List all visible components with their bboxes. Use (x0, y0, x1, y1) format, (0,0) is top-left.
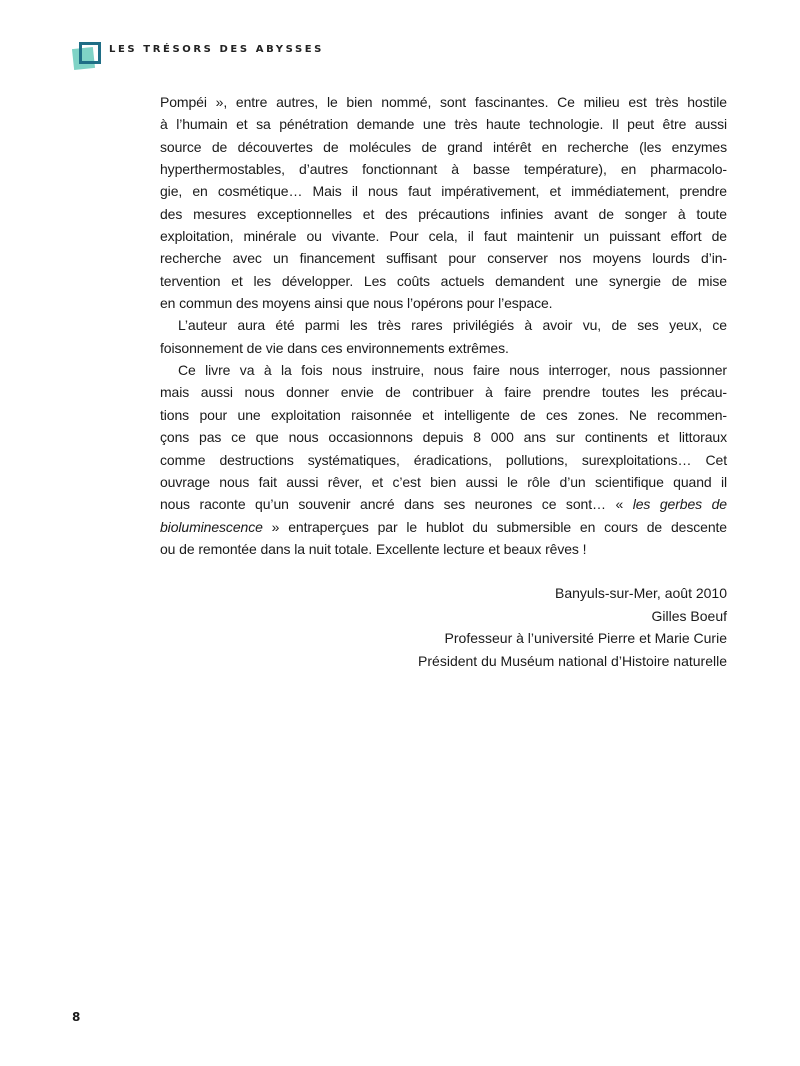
page-number: 8 (72, 1010, 81, 1024)
text-line: tions pour une exploitation raisonnée et intelligente de ces zones. Ne recommen- (160, 406, 727, 423)
italic-quote: les gerbes de (632, 496, 727, 513)
text-line: comme destructions systématiques, éradications, pollutions, surexploitations… Cet (160, 451, 727, 468)
text-line: des mesures exceptionnelles et des précautions infinies avant de songer à toute (160, 205, 727, 222)
signature-place-date: Banyuls-sur-Mer, août 2010 (555, 585, 727, 602)
text-line: çons pas ce que nous occasionnons depuis 8 000 ans sur continents et littoraux (160, 429, 727, 446)
text-line: Ce livre va à la fois nous instruire, nous faire nous interroger, nous passionner (178, 362, 727, 379)
signature-name: Gilles Boeuf (651, 607, 727, 624)
text-line: L’auteur aura été parmi les très rares privilégiés à avoir vu, de ses yeux, ce (178, 317, 727, 334)
signature-block (160, 582, 727, 672)
text-line: recherche avec un financement suffisant pour conserver nos moyens lourds d’in- (160, 250, 727, 267)
italic-quote: bioluminescence (160, 518, 263, 535)
text-line: mais aussi nous donner envie de contribuer à faire prendre toutes les précau- (160, 384, 727, 401)
text-line (160, 516, 727, 538)
paragraph-1 (160, 91, 727, 314)
text-line: Pompéi », entre autres, le bien nommé, sont fascinantes. Ce milieu est très hostile (160, 94, 727, 110)
text-run: » entraperçues par le hublot du submersible en cours de descente (271, 518, 727, 535)
text-line: tervention et les développer. Les coûts actuels demandent une synergie de mise (160, 272, 727, 289)
text-line: à l’humain et sa pénétration demande une très haute technologie. Il peut être aussi (160, 116, 727, 133)
text-line: foisonnement de vie dans ces environnements extrêmes. (160, 339, 509, 356)
text-line: source de découvertes de molécules de grand intérêt en recherche (les enzymes (160, 138, 727, 155)
text-line: en commun des moyens ainsi que nous l’opérons pour l’espace. (160, 295, 553, 312)
text-line: hyperthermostables, d’autres fonctionnant à basse température), en pharmacolo- (160, 161, 727, 178)
page-content (160, 91, 727, 673)
signature-title: Président du Muséum national d’Histoire naturelle (418, 653, 727, 669)
text-line: ouvrage nous fait aussi rêver, et c’est bien aussi le rôle d’un scientifique quand il (160, 473, 727, 490)
text-line: gie, en cosmétique… Mais il nous faut impérativement, et immédiatement, prendre (160, 183, 727, 200)
text-line (160, 493, 727, 515)
text-line: exploitation, minérale ou vivante. Pour cela, il faut maintenir un puissant effort de (160, 228, 727, 245)
signature-title: Professeur à l’université Pierre et Marie Curie (444, 630, 727, 647)
text-run: nous raconte qu’un souvenir ancré dans ses neurones ce sont… « (160, 496, 624, 513)
paragraph-3 (160, 359, 727, 560)
series-logo-icon (72, 40, 102, 70)
body-text (160, 91, 727, 560)
paragraph-2 (160, 314, 727, 359)
running-header: LES TRÉSORS DES ABYSSES (109, 44, 324, 55)
text-line: ou de remontée dans la nuit totale. Excellente lecture et beaux rêves ! (160, 540, 587, 557)
